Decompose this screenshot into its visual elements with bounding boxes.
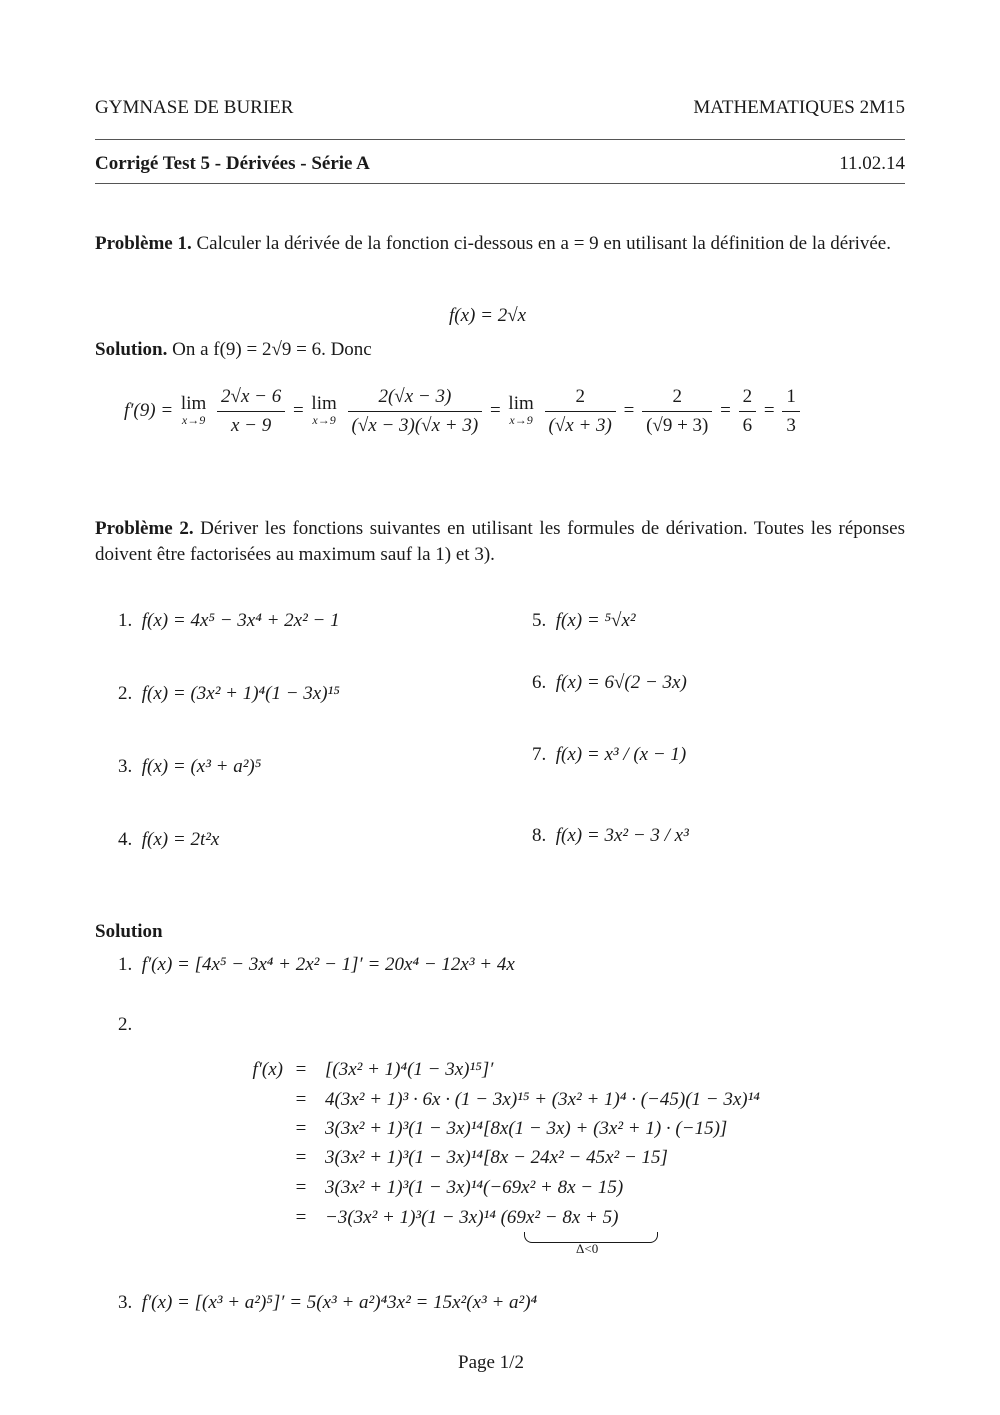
exercise-item: 4. f(x) = 2t²x [118,829,220,850]
problem-1-label: Problème 1. [95,233,192,254]
school-name: GYMNASE DE BURIER [95,97,294,118]
exercise-item: 5. f(x) = ⁵√x² [532,610,636,631]
derivation-lhs: f′(9) = [124,400,174,421]
exercise-item: 1. f(x) = 4x⁵ − 3x⁴ + 2x² − 1 [118,610,340,631]
limit-3: lim x→9 [508,392,534,427]
problem-1-solution-intro [95,339,372,361]
document-page: GYMNASE DE BURIER MATHEMATIQUES 2M15 Corrigé Test 5 - Dérivées - Série A 11.02.14 Problème 1. Calculer la dérivée de la fonction ci-dessous en a = 9 en utilisant la définition de la dérivée. f(x) = 2√x Solution. On a f(9) = 2√9 = 6. Donc f′(9) = lim x→9 $\frac{2√x - 6}{x - 9}$ = lim x→9 $\frac{2(√x - 3)}{(√x - 3)(√x + 3)}$ = lim x→9 $\frac{2}{(√x + 3)}$ = $\frac{2}{(√9 + 3)}$ = $\frac{2}{6}$ = $\frac{1}{3}$ Problème 2. Dériver les fonctions suivantes en utilisant les formules de dérivation. Toutes les réponses doivent être factorisées au maximum sauf la 1) et 3). 1. f(x) = 4x⁵ − 3x⁴ + 2x² − 1 2. f(x) = (3x² + 1)⁴(1 − 3x)¹⁵ 3. f(x) = (x³ + a²)⁵ 4. f(x) = 2t²x 5. f(x) = ⁵√x² 6. f(x) = 6√(2 − 3x) 7. f(x) = x³ / (x − 1) 8. f(x) = 3x² − 3 / x³ Solution 1. f′(x) = [4x⁵ − 3x⁴ + 2x² − 1]′ = 20x⁴ − 12x³ + 4x 2. f′(x) = [(3x² + 1)⁴(1 − 3x)¹⁵]′ = 4(3x² + 1)³ · 6x · (1 − 3x)¹⁵ + (3x² + 1)⁴ · (−45)(1 − 3x)¹⁴ = 3(3x² + 1)³(1 − 3x)¹⁴[8x(1 − 3x) + (3x² + 1) · (−15)] = 3(3x² + 1)³(1 − 3x)¹⁴[8x − 24x² − 45x² − 15] = 3(3x² + 1)³(1 − 3x)¹⁴(−69x² + 8x − 15) = −3(3x² + 1)³(1 − 3x)¹⁴ (69x² − 8x + 5) Δ<0 3. f′(x) = [(x³ + a²)⁵]′ = 5(x³ + a²)⁴3x² = 15x²(x³ + a²)⁴ Page 1/2 [95,97,905,1373]
problem-1-derivation: f′(9) = lim x→9 $\frac{2√x - 6}{x - 9}$ = lim x→9 $\frac{2(√x - 3)}{(√x - 3)(√x + 3)}$ = lim x→9 $\frac{2}{(√x + 3)}$ = $\frac{2}{(√9 + 3)}$ = $\frac{2}{6}$ = $\frac{1}{3}$ [124,381,803,441]
exercise-item: 7. f(x) = x³ / (x − 1) [532,744,687,765]
fraction-step-3: $\frac{2}{(√x + 3)}$ [545,385,616,438]
solution-heading: Solution [95,921,163,942]
solution-2-number: 2. [118,1014,133,1035]
header-rule-bottom [95,183,905,184]
discriminant-note: Δ<0 [576,1241,599,1256]
document-title: Corrigé Test 5 - Dérivées - Série A [95,153,370,174]
problem-1-statement [95,231,905,257]
header-rule-top [95,139,905,140]
problem-2-text: Dériver les fonctions suivantes en utilisant les formules de dérivation. Toutes les réponses doivent être factorisées au maximum sauf la 1) et 3). [95,518,905,565]
solution-1: 1. f′(x) = [4x⁵ − 3x⁴ + 2x² − 1]′ = 20x⁴ − 12x³ + 4x [118,954,515,975]
fraction-step-6: $\frac{1}{3}$ [782,385,800,438]
problem-2-label: Problème 2. [95,518,194,539]
page-number: Page 1/2 [458,1352,524,1373]
fraction-step-1: $\frac{2√x - 6}{x - 9}$ [217,385,285,438]
limit-1: lim x→9 [180,392,207,427]
problem-2-statement [95,516,905,568]
fraction-step-5: $\frac{2}{6}$ [739,385,757,438]
exercise-item: 2. f(x) = (3x² + 1)⁴(1 − 3x)¹⁵ [118,683,340,704]
limit-2: lim x→9 [311,392,337,427]
exercise-item: 3. f(x) = (x³ + a²)⁵ [118,756,262,777]
document-date: 11.02.14 [839,153,905,174]
solution-label: Solution. [95,339,168,360]
fraction-step-2: $\frac{2(√x - 3)}{(√x - 3)(√x + 3)}$ [348,385,483,438]
solution-3: 3. f′(x) = [(x³ + a²)⁵]′ = 5(x³ + a²)⁴3x² = 15x²(x³ + a²)⁴ [118,1292,538,1313]
solution-text: On a f(9) = 2√9 = 6. Donc [172,339,372,360]
fraction-step-4: $\frac{2}{(√9 + 3)}$ [642,385,712,438]
course-name: MATHEMATIQUES 2M15 [693,97,905,118]
problem-1-text: Calculer la dérivée de la fonction ci-dessous en a = 9 en utilisant la définition de la dérivée. [196,233,891,254]
exercise-item: 8. f(x) = 3x² − 3 / x³ [532,825,689,846]
exercise-item: 6. f(x) = 6√(2 − 3x) [532,672,687,693]
problem-1-function: f(x) = 2√x [449,305,527,326]
